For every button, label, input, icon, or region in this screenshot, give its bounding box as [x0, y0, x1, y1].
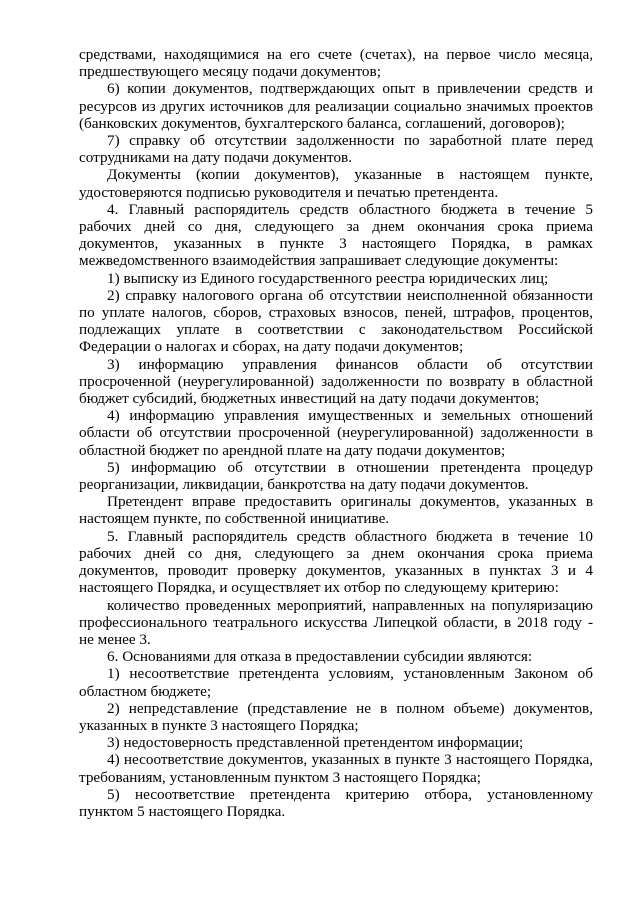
paragraph: средствами, находящимися на его счете (счетах), на первое число месяца, предшествующего месяцу подачи документов;: [79, 46, 593, 81]
paragraph: 6) копии документов, подтверждающих опыт в привлечении средств и ресурсов из других источников для реализации социально значимых проектов (банковских документов, бухгалтерского баланса, соглашений, договоров);: [79, 80, 593, 132]
list-item: 4) несоответствие документов, указанных в пункте 3 настоящего Порядка, требованиям, установленным пунктом 3 настоящего Порядка;: [79, 751, 593, 786]
list-item: 4) информацию управления имущественных и земельных отношений области об отсутствии просроченной (неурегулированной) задолженности в областной бюджет по арендной плате на дату подачи документов;: [79, 407, 593, 459]
list-item: 2) непредставление (представление не в полном объеме) документов, указанных в пункте 3 настоящего Порядка;: [79, 699, 593, 734]
list-item: 3) недостоверность представленной претендентом информации;: [107, 734, 524, 752]
list-item: 5) информацию об отсутствии в отношении претендента процедур реорганизации, ликвидации, банкротства на дату подачи документов.: [79, 458, 593, 494]
list-item: 5) несоответствие претендента критерию отбора, установленному пунктом 5 настоящего Порядка.: [79, 785, 593, 820]
list-item: 3) информацию управления финансов области об отсутствии просроченной (неурегулированной) задолженности по возврату в областной бюджет субсидий, бюджетных инвестиций на дату подачи документов;: [79, 355, 593, 408]
paragraph: Претендент вправе предоставить оригиналы документов, указанных в настоящем пункте, по собственной инициативе.: [79, 493, 593, 528]
paragraph: 7) справку об отсутствии задолженности по заработной плате перед сотрудниками на дату подачи документов.: [79, 132, 593, 167]
list-item: 1) несоответствие претендента условиям, установленным Законом об областном бюджете;: [79, 665, 593, 700]
paragraph: 6. Основаниями для отказа в предоставлении субсидии являются:: [107, 648, 533, 666]
paragraph: Документы (копии документов), указанные в настоящем пункте, удостоверяются подписью руководителя и печатью претендента.: [79, 166, 593, 201]
paragraph: 4. Главный распорядитель средств областного бюджета в течение 5 рабочих дней со дня, следующего за днем окончания срока приема документов, указанных в пункте 3 настоящего Порядка, в рамках межведомственного взаимодействия запрашивает следующие документы:: [79, 200, 593, 270]
document-page: [79, 46, 593, 820]
list-item: 1) выписку из Единого государственного реестра юридических лиц;: [107, 269, 549, 287]
paragraph: количество проведенных мероприятий, направленных на популяризацию профессионального театрального искусства Липецкой области, в 2018 году - не менее 3.: [79, 596, 593, 648]
paragraph: 5. Главный распорядитель средств областного бюджета в течение 10 рабочих дней со дня, следующего за днем окончания срока приема документов, проводит проверку документов, указанных в пунктах 3 и 4 настоящего Порядка, и осуществляет их отбор по следующему критерию:: [79, 527, 593, 597]
list-item: 2) справку налогового органа об отсутствии неисполненной обязанности по уплате налогов, сборов, страховых взносов, пеней, штрафов, процентов, подлежащих уплате в соответствии с законодательством Российской Федерации о налогах и сборах, на дату подачи документов;: [79, 286, 593, 356]
